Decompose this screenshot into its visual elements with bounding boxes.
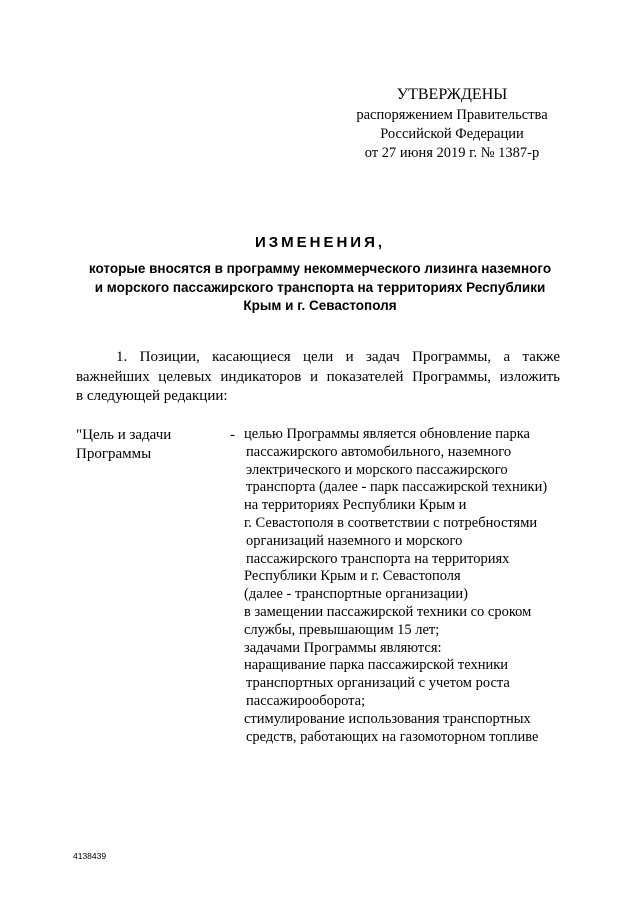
heading-subtitle-line-3: Крым и г. Севастополя: [243, 298, 397, 313]
approval-line-1: распоряжением Правительства: [356, 107, 548, 123]
content-line: (далее - транспортные организации): [244, 586, 468, 603]
content-line: в замещении пассажирской техники со сроком: [244, 603, 532, 620]
content-line: организаций наземного и морского: [246, 532, 463, 549]
intro-paragraph: [76, 348, 560, 407]
content-line: стимулирование использования транспортных: [244, 710, 531, 727]
content-line: пассажирского транспорта на территориях: [246, 550, 510, 567]
content-line: на территориях Республики Крым и: [244, 497, 467, 514]
row-label-line-2: Программы: [76, 446, 152, 462]
content-line: транспортных организаций с учетом роста: [246, 675, 510, 692]
approval-title: УТВЕРЖДЕНЫ: [396, 86, 508, 103]
heading-subtitle: [70, 260, 570, 316]
row-label-line-1: "Цель и задачи: [76, 427, 172, 443]
content-line: пассажирского автомобильного, наземного: [246, 443, 512, 460]
paragraph-line-2: важнейших целевых индикаторов и показателей Программы, изложить: [76, 368, 560, 385]
row-content: [244, 426, 564, 746]
content-line: средств, работающих на газомоторном топливе: [246, 728, 539, 745]
paragraph-line-3: в следующей редакции:: [76, 388, 228, 404]
approval-block: [352, 84, 552, 163]
content-line: Республики Крым и г. Севастополя: [244, 568, 461, 585]
content-line: транспорта (далее - парк пассажирской техники): [246, 479, 548, 496]
heading-subtitle-line-2: и морского пассажирского транспорта на территориях Республики: [94, 279, 546, 295]
heading-title: ИЗМЕНЕНИЯ,: [254, 234, 386, 251]
document-number: 4138439: [73, 851, 107, 861]
content-line: службы, превышающим 15 лет;: [244, 621, 440, 638]
content-line: пассажирооборота;: [246, 692, 366, 709]
row-label: [76, 426, 226, 464]
document-heading: [70, 232, 570, 316]
content-line: наращивание парка пассажирской техники: [244, 657, 509, 674]
content-line: задачами Программы являются:: [244, 639, 442, 656]
paragraph-line-1: 1. Позиции, касающиеся цели и задач Программы, а также: [116, 349, 560, 365]
content-line: г. Севастополя в соответствии с потребностями: [244, 514, 538, 531]
heading-subtitle-line-1: которые вносятся в программу некоммерческого лизинга наземного: [88, 261, 552, 276]
content-line: целью Программы является обновление парка: [244, 426, 530, 442]
row-dash: -: [230, 427, 235, 443]
content-line: электрического и морского пассажирского: [246, 461, 508, 478]
approval-line-3: от 27 июня 2019 г. № 1387-р: [364, 145, 540, 161]
approval-line-2: Российской Федерации: [380, 126, 524, 142]
